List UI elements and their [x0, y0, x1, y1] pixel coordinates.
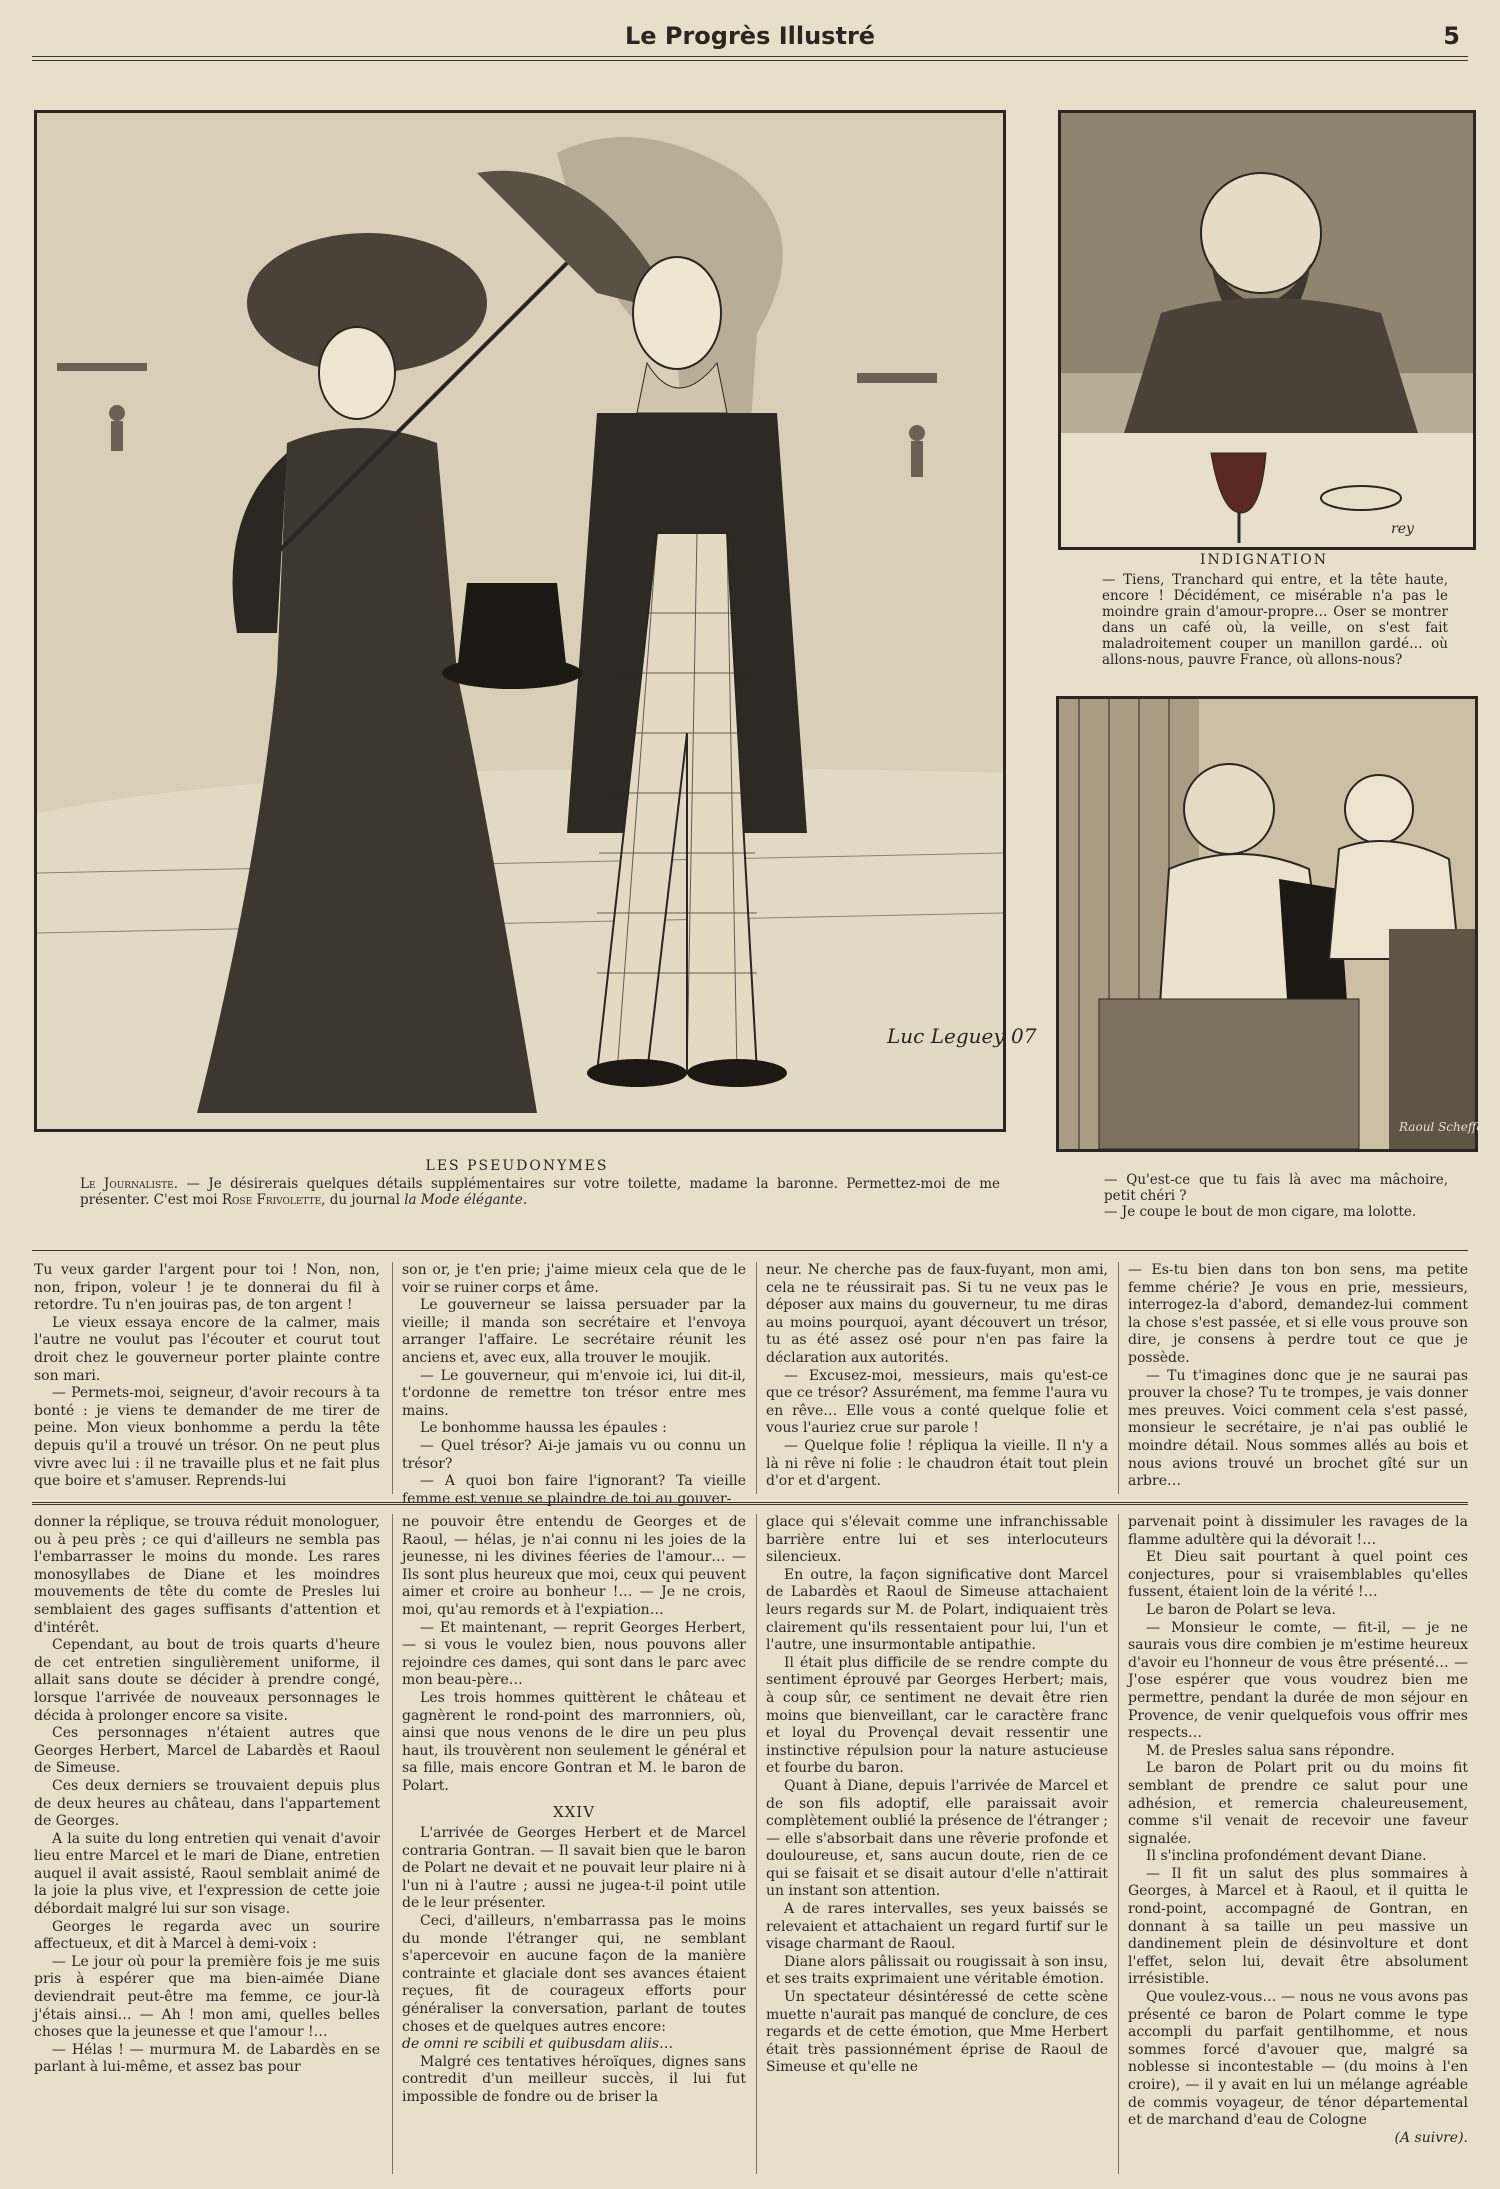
feuilleton-paragraph: donner la réplique, se trouva réduit monologuer, ou à peu près ; ce qui d'ailleurs ne sembla pas l'embarrasser le moins du monde. Les rares monosyllabes de Diane et les moindres mouvements de tête du comte de Presles lui semblaient des gages suffisants d'attention et d'intérêt.: [34, 1514, 381, 1636]
story-paragraph: — Quelque folie ! répliqua la vieille. Il n'y a là ni rêve ni folie : le chaudron était tout plein d'or et d'argent.: [766, 1437, 1108, 1490]
caption-text-1: — Je désirerais quelques détails supplémentaires sur votre toilette, madame la baronne. Permettez-moi de me présenter. C'est moi: [80, 1176, 1000, 1208]
feuilleton-paragraph: Un spectateur désintéressé de cette scène muette n'aurait pas manqué de conclure, de ces regards et de cette émotion, que Mme Herbert était très passionnément éprise de Raoul de Simeuse et qu'elle ne: [766, 1989, 1108, 2076]
bottom-right-caption-line1: — Qu'est-ce que tu fais là avec ma mâchoire, petit chéri ?: [1104, 1172, 1448, 1204]
story-paragraph: — Permets-moi, seigneur, d'avoir recours à ta bonté : je viens te demander de me tirer de peine. Mon vieux bonhomme a perdu la tête depuis qu'il a trouvé un trésor. On ne peut plus vivre avec lui : il ne travaille plus et ne fait plus que boire et s'amuser. Reprends-lui: [34, 1385, 380, 1490]
indignation-caption-title: INDIGNATION: [1200, 552, 1328, 568]
feuilleton-paragraph: En outre, la façon significative dont Marcel de Labardès et Raoul de Simeuse attachaient leurs regards sur M. de Polart, indiquaient très clairement qu'ils ressentaient pour lui, l'un et l'autre, une insurmontable antipathie.: [766, 1566, 1108, 1654]
indignation-drawing: [1061, 113, 1473, 547]
story-paragraph: Tu veux garder l'argent pour toi ! Non, non, non, fripon, voleur ! je te donnerai du fil à retordre. Tu n'en jouiras pas, de ton argent !: [34, 1262, 380, 1314]
feuilleton-paragraph: Quant à Diane, depuis l'arrivée de Marcel et de son fils adoptif, elle paraissait avoir complètement oublié la présence de l'étranger ; — elle s'absorbait dans une rêverie profonde et douloureuse, et, sans aucun doute, rien de ce qui se faisait et se disait autour d'elle n'attirait un instant son attention.: [766, 1777, 1108, 1900]
bottom-right-illustration: [1056, 696, 1490, 1152]
section-rule: [32, 1250, 1468, 1251]
column-separator: [392, 1262, 393, 1494]
story-column-1: [34, 1262, 380, 1491]
feuilleton-paragraph: Malgré ces tentatives héroïques, dignes sans contredit d'un meilleur succès, il lui fut impossible de fondre ou de briser la: [402, 2053, 746, 2105]
feuilleton-column-3: [766, 1514, 1108, 2077]
bottom-right-signature: Raoul Scheffer: [1399, 1120, 1490, 1134]
caption-speaker: Le Journaliste.: [80, 1176, 179, 1192]
feuilleton-paragraph: — Monsieur le comte, — fit-il, — je ne saurais vous dire combien je m'estime heureux d'avoir eu l'honneur de vous être présenté… — J'ose espérer que vous voudrez bien me permettre, pendant la durée de mon séjour en Provence, de venir quelquefois vous offrir mes respects…: [1128, 1619, 1468, 1742]
main-illustration: [34, 110, 1037, 1132]
story-paragraph: — Quel trésor? Ai-je jamais vu ou connu un trésor?: [402, 1437, 746, 1472]
feuilleton-paragraph: Ces personnages n'étaient autres que Georges Herbert, Marcel de Labardès et Raoul de Simeuse.: [34, 1725, 380, 1777]
story-paragraph: — Tu t'imagines donc que je ne saurai pas prouver la chose? Tu te trompes, je vais donner mes preuves. Voici comment cela s'est passé, monsieur le secrétaire, je n'ai pas oublié le moindre détail. Nous sommes allés au bois et nous avions trouvé un brochet gîté sur un arbre…: [1128, 1367, 1468, 1490]
story-paragraph: — A quoi bon faire l'ignorant? Ta vieille femme est venue se plaindre de toi au gouver-: [402, 1473, 746, 1507]
newspaper-title: Le Progrès Illustré: [624, 22, 876, 50]
story-paragraph: — Es-tu bien dans ton bon sens, ma petite femme chérie? Je vous en prie, messieurs, interrogez-la d'abord, demandez-lui comment la chose s'est passée, et si elle vous prouve son dire, je consens à perdre tout ce que je possède.: [1128, 1262, 1468, 1366]
masthead: [32, 14, 1468, 54]
bottom-right-caption-line2: — Je coupe le bout de mon cigare, ma lolotte.: [1104, 1204, 1417, 1220]
feuilleton-paragraph: glace qui s'élevait comme une infranchissable barrière entre lui et ses interlocuteurs silencieux.: [766, 1514, 1108, 1566]
story-paragraph: Le vieux essaya encore de la calmer, mais l'autre ne voulut pas l'écouter et courut tout droit chez le gouverneur porter plainte contre son mari.: [34, 1314, 380, 1384]
main-caption-title: LES PSEUDONYMES: [425, 1158, 609, 1174]
story-column-4: [1128, 1262, 1468, 1491]
feuilleton-column-4: [1128, 1514, 1468, 2147]
column-separator: [1118, 1262, 1119, 1494]
story-paragraph: Le gouverneur se laissa persuader par la vieille; il manda son secrétaire et l'envoya arranger l'affaire. Le secrétaire réunit les anciens et, avec eux, alla trouver le moujik.: [402, 1297, 746, 1366]
latin-phrase-text: de omni re scibili et quibusdam aliis…: [402, 2036, 674, 2053]
feuilleton-paragraph: — Hélas ! — murmura M. de Labardès en se parlant à lui-même, et assez bas pour: [34, 2041, 380, 2076]
bottom-right-caption: [1104, 1172, 1448, 1220]
story-column-2: [402, 1262, 746, 1508]
feuilleton-paragraph: Et Dieu sait pourtant à quel point ces conjectures, pour si vraisemblables qu'elles fussent, étaient loin de la vérité !…: [1128, 1549, 1468, 1601]
caption-text-3: .: [522, 1192, 528, 1208]
feuilleton-paragraph: Ceci, d'ailleurs, n'embarrassa pas le moins du monde l'étranger qui, ne semblant s'apercevoir en aucune façon de la manière contrainte et glaciale dont ses avances étaient reçues, fit de courageux efforts pour généraliser la conversation, parlant de toutes choses et de quelques autres encore:: [402, 1913, 746, 2035]
illustration-drawing: [37, 113, 1037, 1129]
feuilleton-paragraph: — Et maintenant, — reprit Georges Herbert, — si vous le voulez bien, nous pouvons aller rejoindre ces dames, qui sont dans le parc avec mon beau-père…: [402, 1619, 746, 1689]
feuilleton-paragraph: Il était plus difficile de se rendre compte du sentiment éprouvé par Georges Herbert; mais, à coup sûr, ce sentiment ne devait être rien moins que bienveillant, car le caractère franc et loyal du Provençal devait ressentir une instinctive répulsion pour la nature astucieuse et fourbe du baron.: [766, 1654, 1108, 1777]
story-paragraph: neur. Ne cherche pas de faux-fuyant, mon ami, cela ne te réussirait pas. Si tu ne veux pas le déposer aux mains du gouverneur, tu me diras au moins pourquoi, ayant découvert un trésor, tu as été assez osé pour n'en pas faire la déclaration aux autorités.: [766, 1262, 1108, 1366]
feuilleton-paragraph: M. de Presles salua sans répondre.: [1146, 1742, 1395, 1759]
indignation-signature: rey: [1391, 521, 1414, 537]
indignation-caption-text: — Tiens, Tranchard qui entre, et la tête haute, encore ! Décidément, ce misérable n'a pas le moindre grain d'amour-propre… Oser se montrer dans un café où, la veille, on s'est fait maladroitement couper un manillon gardé… où allons-nous, pauvre France, où allons-nous?: [1102, 572, 1448, 668]
story-column-3: [766, 1262, 1108, 1491]
latin-phrase: [402, 2036, 746, 2054]
feuilleton-paragraph: ne pouvoir être entendu de Georges et de Raoul, — hélas, je n'ai connu ni les joies de la jeunesse, ni les divines féeries de l'amour… — Ils sont plus heureux que moi, ceux qui peuvent aimer et croire au bonheur !… — Je ne crois, moi, qu'au remords et à l'expiation…: [402, 1514, 746, 1618]
feuilleton-paragraph: A de rares intervalles, ses yeux baissés se relevaient et attachaient un regard furtif sur le visage charmant de Raoul.: [766, 1901, 1108, 1953]
story-paragraph: — Excusez-moi, messieurs, mais qu'est-ce que ce trésor? Assurément, ma femme l'aura vu en rêve… Elle vous a conté quelque folie et vous l'auriez crue sur parole !: [766, 1367, 1108, 1437]
feuilleton-paragraph: — Le jour où pour la première fois je me suis pris à espérer que ma bien-aimée Diane deviendrait peut-être ma femme, ce jour-là j'étais ainsi… — Ah ! mon ami, quelles belles choses que la jeunesse et que l'amour !…: [34, 1953, 380, 2041]
story-paragraph: son or, je t'en prie; j'aime mieux cela que de le voir se ruiner corps et âme.: [402, 1262, 746, 1296]
page-number: 5: [1443, 22, 1460, 50]
column-separator: [392, 1514, 393, 2174]
feuilleton-paragraph: Diane alors pâlissait ou rougissait à son insu, et ses traits exprimaient une véritable émotion.: [766, 1953, 1108, 1988]
feuilleton-paragraph: parvenait point à dissimuler les ravages de la flamme adultère qui la dévorait !…: [1128, 1514, 1468, 1548]
feuilleton-paragraph: Il s'inclina profondément devant Diane.: [1146, 1848, 1427, 1865]
bottom-right-drawing: [1059, 699, 1490, 1149]
feuilleton-paragraph: Le baron de Polart se leva.: [1146, 1601, 1336, 1618]
caption-text-2: , du journal: [321, 1192, 405, 1208]
masthead-rule: [32, 56, 1468, 57]
feuilleton-paragraph: — Il fit un salut des plus sommaires à Georges, à Marcel et à Raoul, et il quitta le rond-point, accompagné de Gontran, en donnant à sa taille un peu massive un dandinement plein de désinvolture et dont l'effet, selon lui, devait être absolument irrésistible.: [1128, 1865, 1468, 1988]
main-illustration-signature: Luc Leguey 07: [887, 1024, 1037, 1048]
masthead-rule-2: [32, 60, 1468, 61]
feuilleton-paragraph: A la suite du long entretien qui venait d'avoir lieu entre Marcel et le mari de Diane, entretien auquel il avait assisté, Raoul semblait animé de la joie la plus vive, et l'expression de cette joie débordait malgré lui sur son visage.: [34, 1830, 380, 1918]
story-paragraph: Le bonhomme haussa les épaules :: [420, 1420, 667, 1437]
column-separator: [1118, 1514, 1119, 2174]
feuilleton-column-1: [34, 1514, 380, 2077]
feuilleton-paragraph: L'arrivée de Georges Herbert et de Marcel contraria Gontran. — Il savait bien que le baron de Polart ne devait et ne pouvait leur plaire ni à l'un ni à l'autre ; aussi ne jugea-t-il point utile de le leur présenter.: [402, 1825, 746, 1912]
feuilleton-column-2: [402, 1514, 746, 2107]
caption-journal: la Mode élégante: [404, 1192, 523, 1208]
story-paragraph: — Le gouverneur, qui m'envoie ici, lui dit-il, t'ordonne de remettre ton trésor entre mes mains.: [402, 1367, 746, 1419]
feuilleton-paragraph: Le baron de Polart prit ou du moins fit semblant de prendre ce salut pour une adhésion, et remercia chaleureusement, comme s'il venait de recevoir une faveur signalée.: [1128, 1760, 1468, 1847]
feuilleton-paragraph: Que voulez-vous… — nous ne vous avons pas présenté ce baron de Polart comme le type accompli du parfait gentilhomme, et nous sommes forcé d'avouer que, malgré sa noblesse si incontestable — (du moins à l'en croire), — il y avait en lui un mélange agréable de commis voyageur, de ténor départemental et de marchand d'eau de Cologne: [1128, 1989, 1468, 2129]
to-be-continued: (A suivre).: [1394, 2129, 1468, 2146]
feuilleton-paragraph: Georges le regarda avec un sourire affectueux, et dit à Marcel à demi-voix :: [34, 1918, 380, 1953]
feuilleton-paragraph: Les trois hommes quittèrent le château et gagnèrent le rond-point des marronniers, où, ainsi que nous venons de le dire un peu plus haut, ils trouvèrent non seulement le général et sa fille, mais encore Gontran et M. le baron de Polart.: [402, 1689, 746, 1794]
indignation-illustration: [1058, 110, 1476, 550]
feuilleton-paragraph: Cependant, au bout de trois quarts d'heure de cet entretien singulièrement uniforme, il allait sans doute se décider à prendre congé, lorsque l'arrivée de nouveaux personnages le décida à prolonger encore sa visite.: [34, 1637, 380, 1724]
chapter-heading: XXIV: [552, 1802, 596, 1821]
main-caption-text: [80, 1176, 1000, 1208]
column-separator: [756, 1262, 757, 1494]
column-separator: [756, 1514, 757, 2174]
feuilleton-paragraph: Ces deux derniers se trouvaient depuis plus de deux heures au château, dans l'appartement de Georges.: [34, 1777, 380, 1830]
caption-pseudonym: Rose Frivolette: [221, 1192, 322, 1208]
feuilleton-rule: [32, 1502, 1468, 1505]
